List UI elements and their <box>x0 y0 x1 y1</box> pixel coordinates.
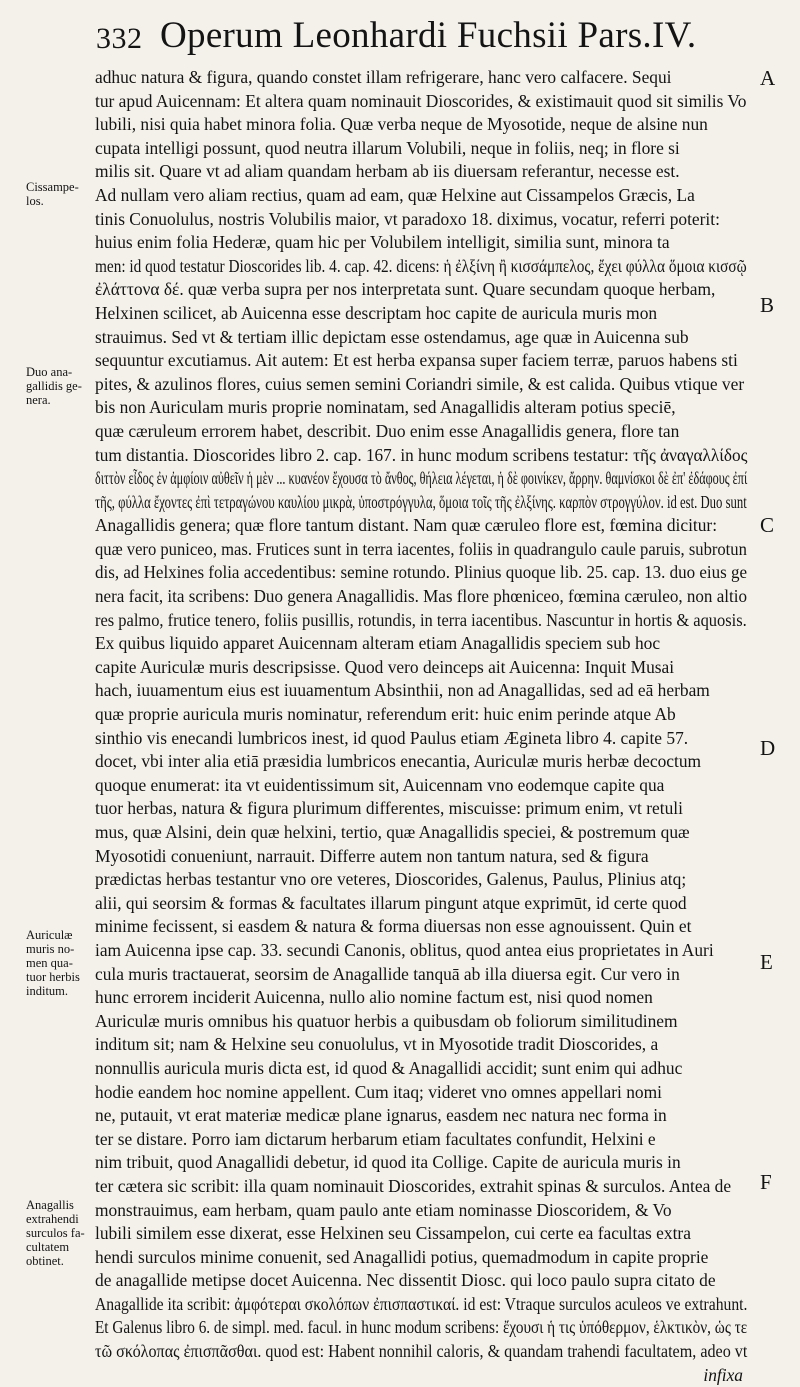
text-line: lubili similem esse dixerat, esse Helxinen seu Cissampelon, cui certe ea facultas extra <box>95 1223 691 1244</box>
text-line: ἐλάττονα δέ. quæ verba supra per nos interpretata sunt. Quare secundam quoque herbam, <box>95 279 716 300</box>
text-line: Ad nullam vero aliam rectius, quam ad eam, quæ Helxine aut Cissampelos Græcis, La <box>95 184 695 205</box>
text-line: sequuntur excutiamus. Ait autem: Et est herba expansa super faciem terræ, paruos habens sti <box>95 350 738 371</box>
text-line: minime fecissent, si easdem & natura & forma diuersas non esse agnouissent. Quin et <box>95 916 692 937</box>
text-line: cupata intelligi possunt, quod neutra illarum Volubili, neque in foliis, neq; in flore si <box>95 137 680 158</box>
text-line: hendi surculos minime conuenit, sed Anagallidi potius, quemadmodum in capite proprie <box>95 1246 709 1267</box>
text-line: tuor herbas, natura & figura plurimum differentes, miscuisse: primum enim, vt retuli <box>95 798 683 819</box>
text-line: lubili, nisi quia habet minora folia. Quæ verba neque de Myosotide, neque de alsine nun <box>95 114 708 135</box>
text-line: quæ proprie auricula muris nominatur, referendum erit: huic enim perinde atque Ab <box>95 704 676 725</box>
text-line: Et Galenus libro 6. de simpl. med. facul. in hunc modum scribens: ἔχουσι ἡ τις ὑπόθερμον, ἑλκτικὸν, ὡς τε <box>95 1317 748 1338</box>
margin-note-anagallis-surculos: Anagallis extrahendi surculos fa- cultatem obtinet. <box>26 1198 85 1268</box>
text-line: cula muris tractauerat, seorsim de Anagallide tanquā ab illa diuersa egit. Cur vero in <box>95 963 680 984</box>
text-line: monstrauimus, eam herbam, quam paulo ante etiam nominasse Dioscoridem, & Vo <box>95 1199 672 1220</box>
running-title: Operum Leonhardi Fuchsii Pars.IV. <box>160 15 697 56</box>
text-line: τῆς, φύλλα ἔχοντες ἐπὶ τετραγώνου καυλίου μικρὰ, ὑποστρόγγυλα, ὅμοια τοῖς τῆς ἐλξίνης. καρπὸν στρογγύλον. id est. Duo sunt <box>95 491 747 512</box>
text-line: hodie eandem hoc nomine appellent. Cum itaq; videret vno omnes appellari nomi <box>95 1081 662 1102</box>
page-number: 332 <box>96 22 143 55</box>
text-line: res palmo, frutice tenero, foliis pusillis, rotundis, in terra iacentibus. Nascuntur in hortis & aquosis. <box>95 609 747 630</box>
text-line: tum distantia. Dioscorides libro 2. cap. 167. in hunc modum scribens testatur: τῆς ἀναγαλλίδος <box>95 444 748 465</box>
text-line: docet, vbi inter alia etiā præsidia lumbricos enecantia, Auriculæ muris herbæ decoctum <box>95 751 702 772</box>
text-line: tinis Conuolulus, nostris Volubilis maior, vt paradoxo 18. diximus, vocatur, referri poterit: <box>95 208 720 229</box>
text-line: huius enim folia Hederæ, quam hic per Volubilem intelligit, similia sunt, minora ta <box>95 232 670 253</box>
text-line: dis, ad Helxines folia accedentibus: semine rotundo. Plinius quoque lib. 25. cap. 13. duo eius ge <box>95 562 748 583</box>
margin-note-anagallidis-genera: Duo ana- gallidis ge- nera. <box>26 365 82 407</box>
text-line: Ex quibus liquido apparet Auicennam alteram etiam Anagallidis speciem sub hoc <box>95 633 661 654</box>
text-line: prædictas herbas testantur vno ore veteres, Dioscorides, Galenus, Paulus, Plinius atq; <box>95 869 687 890</box>
text-line: de anagallide metipse docet Auicenna. Nec dissentit Diosc. qui loco paulo supra citato de <box>95 1270 716 1291</box>
text-line: Myosotidi conueniunt, narrauit. Differre autem non tantum natura, sed & figura <box>95 845 649 866</box>
text-line: strauimus. Sed vt & tertiam illic depictam esse ostendamus, age quæ in Auicenna sub <box>95 326 689 347</box>
text-line: τῶ σκόλοπας ἐπισπᾶσθαι. quod est: Habent nonnihil caloris, & quandam trahendi facultatem, adeo vt <box>95 1341 748 1362</box>
section-letter-f: F <box>760 1170 772 1194</box>
text-line: quæ vero puniceo, mas. Frutices sunt in terra iacentes, foliis in quadrangulo caule paruis, subrotun <box>95 538 747 559</box>
text-line: Anagallidis genera; quæ flore tantum distant. Nam quæ cæruleo flore est, fœmina dicitur: <box>95 515 718 536</box>
text-line: mus, quæ Alsini, dein quæ helxini, tertio, quæ Anagallidis speciei, & postremum quæ <box>95 822 690 842</box>
text-line: capite Auriculæ muris descripsisse. Quod vero deinceps ait Auicenna: Inquit Musai <box>95 656 675 677</box>
text-line: Anagallide ita scribit: ἀμφότεραι σκολόπων ἐπισπαστικαί. id est: Vtraque surculos aculeos ve extrahunt. <box>95 1293 748 1314</box>
section-letter-a: A <box>760 66 776 90</box>
text-line: sinthio vis enecandi lumbricos inest, id quod Paulus etiam Ægineta libro 4. capite 57. <box>95 727 689 748</box>
text-line: hunc errorem inciderit Auicenna, nullo alio nomine factum est, nisi quod nomen <box>95 987 653 1008</box>
margin-note-auriculae-muris: Auriculæ muris no- men qua- tuor herbis inditum. <box>26 928 80 998</box>
text-line: adhuc natura & figura, quando constet illam refrigerare, hanc vero calfacere. Sequi <box>95 67 672 87</box>
text-line: ne, putauit, vt erat materiæ medicæ plane ignarus, easdem nec natura nec forma in <box>95 1105 667 1126</box>
margin-note-cissampelos: Cissampe- los. <box>26 180 79 208</box>
catchword: infixa <box>703 1364 743 1385</box>
section-letter-c: C <box>760 513 775 537</box>
text-line: quoque enumerat: ita vt euidentissimum sit, Auicennam vno eodemque capite qua <box>95 774 665 795</box>
text-line: διττὸν εἶδος ἐν ἀμφίοιν αὐθεῖν ἡ μὲν ... κυανέον ἔχουσα τὸ ἄνθος, θήλεια λέγεται, ἡ δὲ φοινίκεν, ἄρρην. θαμνίσκοι δὲ ἐπ' ἐδάφους ἐπί <box>95 468 748 489</box>
text-line: pites, & azulinos flores, cuius semen semini Coriandri simile, & est calida. Quibus vtique ver <box>95 373 745 394</box>
text-line: Auriculæ muris omnibus his quatuor herbis a quibusdam ob foliorum similitudinem <box>95 1010 678 1031</box>
text-line: nim tribuit, quod Anagallidi debetur, id quod ita Collige. Capite de auricula muris in <box>95 1152 681 1173</box>
text-line: hach, iuuamentum eius est iuuamentum Absinthii, non ad Anagallidas, sed ad eā herbam <box>95 680 710 701</box>
text-line: quæ cæruleum errorem habet, describit. Duo enim esse Anagallidis genera, flore tan <box>95 420 680 441</box>
text-line: Helxinen scilicet, ab Auicenna esse descriptam hoc capite de auricula muris mon <box>95 302 658 323</box>
section-letter-d: D <box>760 736 776 760</box>
text-line: alii, qui seorsim & formas & facultates illarum pingunt atque exprimūt, id certe quod <box>95 892 687 913</box>
section-letter-e: E <box>760 950 773 974</box>
text-line: inditum sit; nam & Helxine seu conuolulus, vt in Myosotide tradit Dioscorides, a <box>95 1034 659 1055</box>
text-line: ter cætera sic scribit: illa quam nominauit Dioscorides, extrahit spinas & surculos. Antea de <box>95 1175 732 1196</box>
text-line: bis non Auriculam muris proprie nominatam, sed Anagallidis alteram potius speciē, <box>95 397 676 418</box>
main-text-block <box>95 66 747 1387</box>
text-line: ter se distare. Porro iam dictarum herbarum etiam facultates confundit, Helxini e <box>95 1128 656 1149</box>
text-line: iam Auicenna ipse cap. 33. secundi Canonis, oblitus, quod antea eius proprietates in Auri <box>95 939 714 960</box>
section-letter-b: B <box>760 293 775 317</box>
text-line: tur apud Auicennam: Et altera quam nominauit Dioscorides, & existimauit quod sit similis Vo <box>95 90 747 111</box>
text-line: nera facit, ita scribens: Duo genera Anagallidis. Mas flore phœniceo, fœmina cæruleo, non altio <box>95 586 748 607</box>
text-line: men: id quod testatur Dioscorides lib. 4. cap. 42. dicens: ἡ ἐλξίνη ἢ κισσάμπελος, ἔχει φύλλα ὅμοια κισσῷ <box>95 255 747 276</box>
text-line: milis sit. Quare vt ad aliam quandam herbam ab iis diuersam referantur, necesse est. <box>95 161 680 182</box>
text-line: nonnullis auricula muris dicta est, id quod & Anagallidi accidit; sunt enim qui adhuc <box>95 1057 683 1078</box>
